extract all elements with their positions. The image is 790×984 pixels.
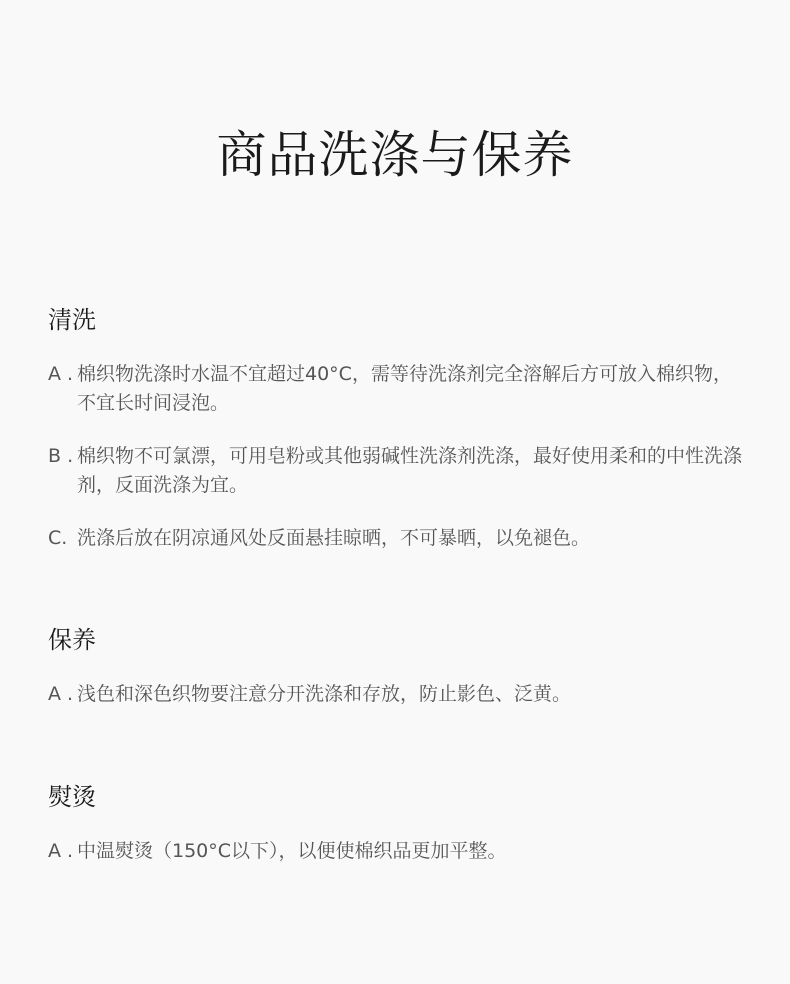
item-text: 中温熨烫（150°C以下），以便使棉织品更加平整。 — [77, 840, 507, 862]
item-text: 棉织物洗涤时水温不宜超过40°C，需等待洗涤剂完全溶解后方可放入棉织物，不宜长时间浸泡。 — [77, 363, 732, 414]
list-item-ironing-a — [48, 837, 748, 866]
item-text: 洗涤后放在阴凉通风处反面悬挂晾晒，不可暴晒，以免褪色。 — [77, 527, 591, 549]
item-text: 浅色和深色织物要注意分开洗涤和存放，防止影色、泛黄。 — [77, 683, 572, 705]
item-marker: A . — [48, 683, 74, 705]
list-item-washing-c — [48, 524, 748, 553]
section-heading-ironing: 熨烫 — [48, 783, 96, 811]
item-marker: A . — [48, 840, 74, 862]
section-washing — [48, 304, 748, 549]
list-item-washing-a — [48, 360, 748, 418]
list-item-care-a — [48, 680, 748, 709]
section-care — [48, 624, 748, 705]
item-marker: A . — [48, 363, 74, 385]
list-item-washing-b — [48, 442, 748, 500]
item-text: 棉织物不可氯漂，可用皂粉或其他弱碱性洗涤剂洗涤，最好使用柔和的中性洗涤剂，反面洗涤为宜。 — [77, 445, 743, 496]
item-marker: C. — [48, 527, 68, 549]
item-marker: B . — [48, 445, 74, 467]
section-ironing — [48, 781, 748, 862]
section-heading-washing: 清洗 — [48, 306, 96, 334]
page-title: 商品洗涤与保养 — [216, 126, 574, 184]
section-heading-care: 保养 — [48, 626, 96, 654]
